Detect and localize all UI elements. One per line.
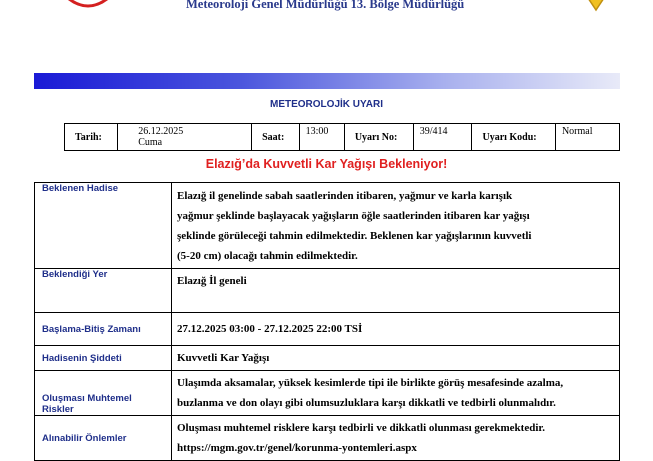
- value-line: yağmur şeklinde başlayacak yağışların öğle saatlerinden itibaren kar yağışı: [177, 209, 530, 222]
- value-line: buzlanma ve don olayı gibi olumsuzluklara karşı dikkatli ve tedbirli olunmalıdır.: [177, 397, 556, 409]
- date-text: 26.12.2025: [138, 126, 184, 137]
- table-row: [35, 371, 620, 416]
- row-label: Beklendiği Yer: [35, 269, 172, 313]
- row-value: Elazığ İl geneli: [172, 269, 620, 313]
- value-line: (5-20 cm) olacağı tahmin edilmektedir.: [177, 249, 358, 262]
- row-label: [35, 371, 172, 416]
- value-line: Elazığ il genelinde sabah saatlerinden itibaren, yağmur ve karla karışık: [177, 189, 513, 202]
- row-value: Kuvvetli Kar Yağışı: [172, 346, 620, 371]
- number-label: Uyarı No:: [344, 124, 413, 151]
- document-title: METEOROLOJİK UYARI: [270, 99, 383, 110]
- row-label: Alınabilir Önlemler: [35, 416, 172, 461]
- row-value: [172, 416, 620, 461]
- table-row: [35, 313, 620, 346]
- time-value: 13:00: [299, 124, 344, 151]
- warning-details-table: [34, 182, 620, 461]
- code-label: Uyarı Kodu:: [472, 124, 555, 151]
- row-label-line: Oluşması Muhtemel: [42, 393, 132, 404]
- date-label: Tarih:: [65, 124, 118, 151]
- header-title: Meteoroloji Genel Müdürlüğü 13. Bölge Müdürlüğü: [186, 0, 465, 11]
- value-line: Oluşması muhtemel risklere karşı tedbirli ve dikkatli olunması gerekmektedir.: [177, 422, 545, 434]
- row-value: [172, 183, 620, 269]
- table-row: [35, 346, 620, 371]
- table-row: [35, 416, 620, 461]
- warning-info-table: [64, 123, 620, 151]
- row-label: Hadisenin Şiddeti: [35, 346, 172, 371]
- code-value: Normal: [555, 124, 619, 151]
- row-value: 27.12.2025 03:00 - 27.12.2025 22:00 TSİ: [172, 313, 620, 346]
- day-text: Cuma: [138, 137, 163, 148]
- row-label-line: Riskler: [42, 404, 74, 415]
- warning-headline: Elazığ’da Kuvvetli Kar Yağışı Bekleniyor!: [205, 157, 448, 171]
- time-label: Saat:: [252, 124, 300, 151]
- date-value: [118, 124, 252, 151]
- row-label: Başlama-Bitiş Zamanı: [35, 313, 172, 346]
- value-line: Ulaşımda aksamalar, yüksek kesimlerde tipi ile birlikte görüş mesafesinde azalma,: [177, 377, 564, 389]
- row-label: Beklenen Hadise: [35, 183, 172, 269]
- table-row: [35, 183, 620, 269]
- emblem-icon: [578, 0, 614, 12]
- value-line: şeklinde görüleceği tahmin edilmektedir. Beklenen kar yağışlarının kuvvetli: [177, 229, 532, 242]
- mgm-logo-icon: [52, 0, 124, 12]
- table-row: [35, 269, 620, 313]
- header-bar: [34, 73, 620, 89]
- number-value: 39/414: [413, 124, 472, 151]
- row-value: [172, 371, 620, 416]
- value-line[interactable]: https://mgm.gov.tr/genel/korunma-yontemleri.aspx: [177, 442, 417, 454]
